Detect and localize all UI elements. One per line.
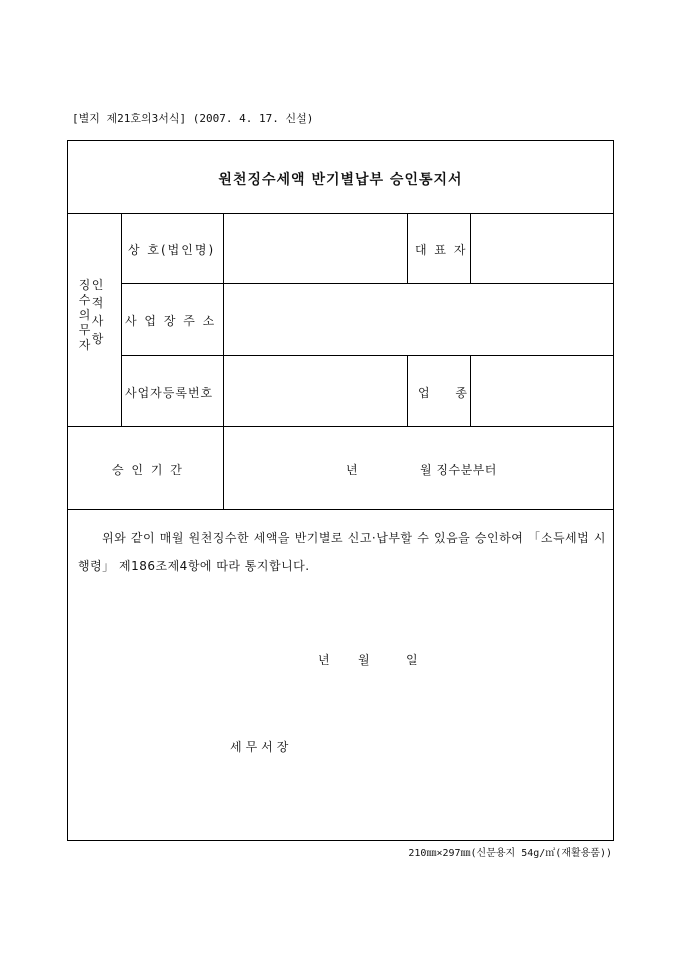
business-type-label: 업 종 [418, 386, 469, 400]
divider [223, 213, 224, 509]
paper-spec: 210㎜×297㎜(신문용지 54g/㎡(재활용품)) [408, 848, 612, 859]
divider [68, 509, 613, 510]
section-char: 의 [78, 308, 91, 322]
notice-date-year: 년 [318, 653, 330, 667]
business-address-label: 사 업 장 주 소 [125, 314, 217, 328]
form-title: 원천징수세액 반기별납부 승인통지서 [218, 172, 463, 188]
divider [68, 213, 613, 214]
section-char: 인 [91, 278, 104, 292]
divider [121, 283, 613, 284]
form-number-label: [별지 제21호의3서식] (2007. 4. 17. 신설) [72, 112, 314, 125]
section-label-col2 [91, 278, 104, 353]
approval-notice-text: 위와 같이 매월 원천징수한 세액을 반기별로 신고·납부할 수 있음을 승인하여 「소득세법 시행령」 제186조제4항에 따라 통지합니다. [78, 531, 606, 573]
section-label-col1 [78, 278, 91, 353]
registration-number-label: 사업자등록번호 [125, 386, 214, 400]
section-char: 무 [78, 323, 91, 337]
divider [470, 213, 471, 283]
divider [121, 213, 122, 426]
section-char: 징 [78, 278, 91, 292]
section-char: 항 [91, 332, 104, 346]
notice-date-day: 일 [406, 653, 418, 667]
divider [407, 355, 408, 426]
approval-period-label: 승 인 기 간 [112, 463, 184, 477]
section-char: 사 [91, 314, 104, 328]
divider [68, 426, 613, 427]
tax-office-head: 세무서장 [230, 740, 293, 754]
approval-period-month: 월 징수분부터 [420, 463, 497, 477]
approval-period-year: 년 [346, 463, 360, 477]
representative-label: 대 표 자 [415, 243, 468, 257]
company-name-label: 상 호(법인명) [128, 243, 216, 257]
form-frame [67, 140, 614, 841]
section-char: 자 [78, 338, 91, 352]
section-char: 수 [78, 293, 91, 307]
divider [470, 355, 471, 426]
section-char: 적 [91, 296, 104, 310]
divider [121, 355, 613, 356]
notice-date-month: 월 [358, 653, 370, 667]
divider [407, 213, 408, 283]
section-label-withholder-info [78, 203, 104, 353]
